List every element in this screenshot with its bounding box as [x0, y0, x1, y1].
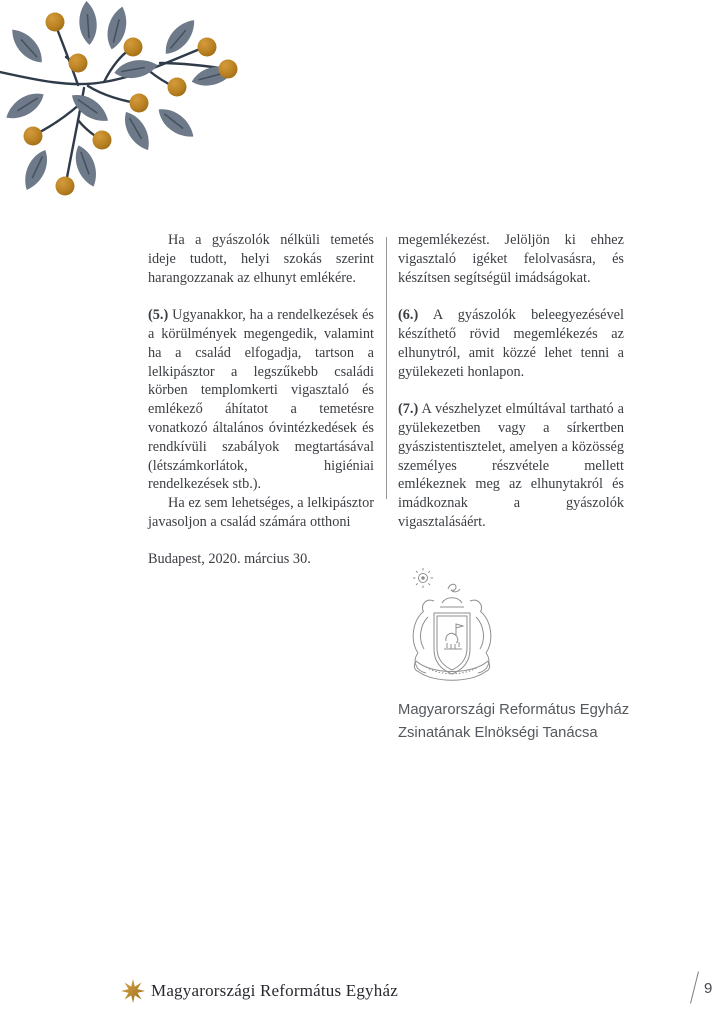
paragraph-7-text: A vészhelyzet elmúltával tartható a gyülekezetben vagy a sírkertben gyászistentisztelet, amelyen a közösség személyes részvétele mellett emlékeznek meg az elhunytakról és imádkoznak a gyászolók vigasztalásáért.: [398, 401, 624, 530]
left-column: [148, 231, 374, 588]
reformed-church-seal-icon: [404, 567, 500, 685]
paragraph-6-number: (6.): [398, 307, 419, 324]
signature-line-2: Zsinatának Elnökségi Tanácsa: [398, 725, 598, 741]
paragraph-7-number: (7.): [398, 401, 419, 418]
paragraph-6: [398, 306, 624, 381]
footer-organization: Magyarországi Református Egyház: [151, 981, 398, 1000]
page-number-slash: [690, 971, 699, 1003]
page-number: 9: [704, 980, 713, 997]
signature-line-1: Magyarországi Református Egyház: [398, 702, 630, 718]
paragraph-6-text: A gyászolók beleegyezésével készíthető rövid megemlékezés az elhunytról, amit közzé lehet tenni a gyülekezeti honlapon.: [398, 307, 624, 380]
branch-berries-illustration: [0, 0, 250, 210]
eight-point-star-icon: [121, 979, 145, 1003]
signature-block: [398, 699, 629, 745]
paragraph-7: [398, 400, 624, 532]
column-divider: [386, 237, 387, 499]
dateline: Budapest, 2020. március 30.: [148, 551, 311, 568]
paragraph-5-text: Ugyanakkor, ha a rendelkezések és a körülmények megengedik, valamint ha a család elfogadja, tartson a lelkipásztor a legszűkebb családi körben templomkerti vigasztaló és emlékező áhítatot a temetésre vonatkozó általános óvintézkedések és rendkívüli szabályok megtartásával (létszámkorlátok, higiéniai rendelkezések stb.).: [148, 307, 374, 493]
paragraph-intro: Ha a gyászolók nélküli temetés ideje tudott, helyi szokás szerint harangozzanak az elhunyt emlékére.: [148, 232, 374, 286]
paragraph-home: Ha ez sem lehetséges, a lelkipásztor javasoljon a család számára otthoni: [148, 495, 374, 530]
paragraph-5-number: (5.): [148, 307, 169, 324]
paragraph-5: [148, 306, 374, 494]
paragraph-continuation: megemlékezést. Jelöljön ki ehhez vigasztaló igéket felolvasásra, és készítsen segítségül imádságokat.: [398, 232, 624, 286]
seal-sun: [413, 568, 433, 588]
right-column: [398, 231, 624, 551]
